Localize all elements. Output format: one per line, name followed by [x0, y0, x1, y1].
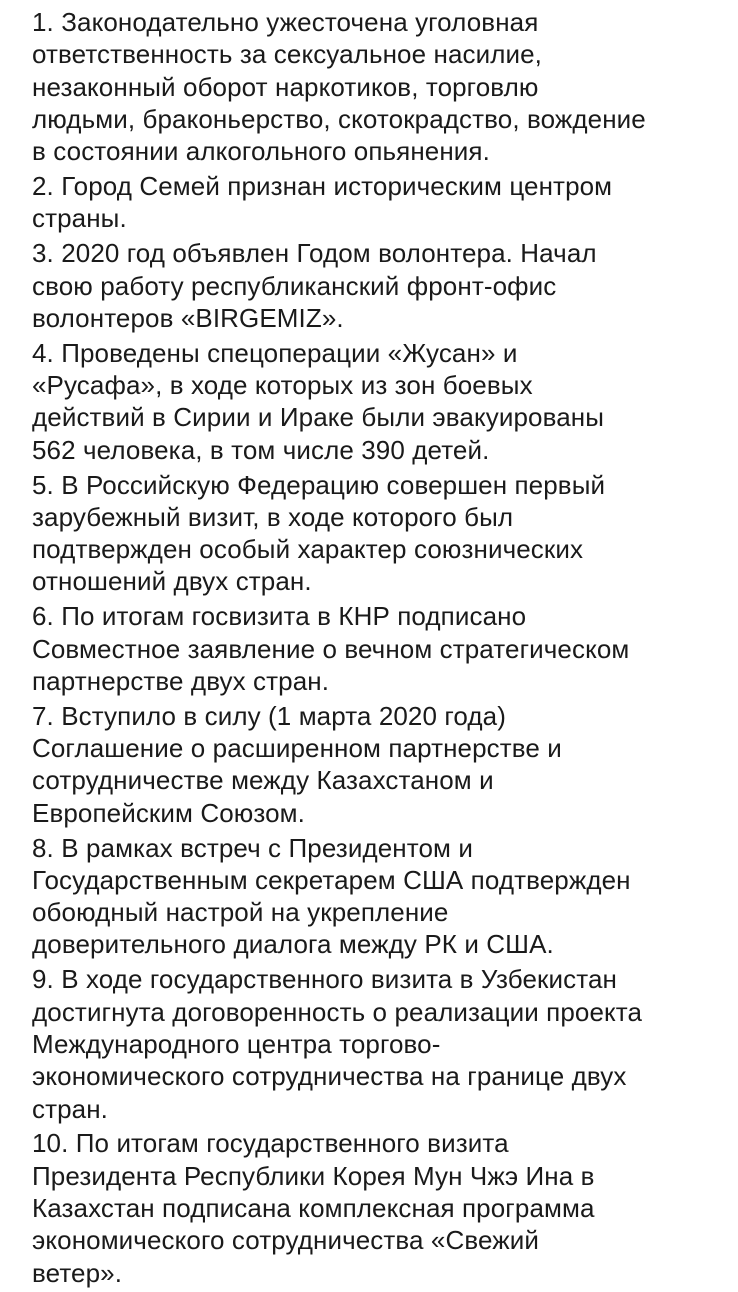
list-item-5 — [32, 469, 722, 598]
item-1-line-5: в состоянии алкогольного опьянения. — [32, 136, 490, 167]
item-9-line-2: достигнута договоренность о реализации проекта — [32, 996, 643, 1027]
list-item-2 — [32, 170, 722, 235]
list-item-10 — [32, 1127, 722, 1288]
item-10-line-1: 10. По итогам государственного визита — [32, 1128, 509, 1159]
document-text — [32, 6, 722, 1292]
list-item-1 — [32, 6, 722, 167]
item-7-line-1: 7. Вступило в силу (1 марта 2020 года) — [32, 700, 506, 731]
item-8-line-4: доверительного диалога между РК и США. — [32, 929, 554, 960]
list-item-8 — [32, 832, 722, 961]
item-7-line-4: Европейским Союзом. — [32, 797, 305, 828]
item-10-line-5: ветер». — [32, 1257, 123, 1288]
item-8-line-2: Государственным секретарем США подтвержден — [32, 864, 631, 895]
item-9-line-5: стран. — [32, 1093, 109, 1124]
item-8-line-1: 8. В рамках встреч с Президентом и — [32, 832, 473, 863]
item-2-line-1: 2. Город Семей признан историческим центром — [32, 171, 613, 202]
item-3-line-1: 3. 2020 год объявлен Годом волонтера. Начал — [32, 238, 597, 269]
list-item-9 — [32, 963, 722, 1124]
item-1-line-3: незаконный оборот наркотиков, торговлю — [32, 71, 539, 102]
item-9-line-1: 9. В ходе государственного визита в Узбекистан — [32, 964, 617, 995]
item-5-line-4: отношений двух стран. — [32, 566, 312, 597]
item-4-line-3: действий в Сирии и Ираке были эвакуированы — [32, 402, 604, 433]
list-item-4 — [32, 337, 722, 466]
item-8-line-3: обоюдный настрой на укрепление — [32, 897, 449, 928]
item-6-line-3: партнерстве двух стран. — [32, 665, 330, 696]
item-9-line-3: Международного центра торгово- — [32, 1028, 441, 1059]
item-5-line-2: зарубежный визит, в ходе которого был — [32, 501, 514, 532]
item-4-line-4: 562 человека, в том числе 390 детей. — [32, 434, 490, 465]
item-6-line-1: 6. По итогам госвизита в КНР подписано — [32, 601, 527, 632]
item-4-line-2: «Русафа», в ходе которых из зон боевых — [32, 370, 533, 401]
item-1-line-2: ответственность за сексуальное насилие, — [32, 39, 543, 70]
item-1-line-4: людьми, браконьерство, скотокрадство, вождение — [32, 103, 646, 134]
item-6-line-2: Совместное заявление о вечном стратегическом — [32, 633, 630, 664]
item-2-line-2: страны. — [32, 203, 127, 234]
item-3-line-3: волонтеров «BIRGEMIZ». — [32, 302, 344, 333]
list-item-3 — [32, 237, 722, 334]
item-7-line-3: сотрудничестве между Казахстаном и — [32, 765, 494, 796]
item-3-line-2: свою работу республиканский фронт-офис — [32, 270, 557, 301]
item-10-line-4: экономического сотрудничества «Свежий — [32, 1225, 539, 1256]
item-10-line-3: Казахстан подписана комплексная программа — [32, 1193, 595, 1224]
item-7-line-2: Соглашение о расширенном партнерстве и — [32, 733, 562, 764]
item-5-line-1: 5. В Российскую Федерацию совершен первый — [32, 469, 606, 500]
item-4-line-1: 4. Проведены спецоперации «Жусан» и — [32, 337, 518, 368]
item-5-line-3: подтвержден особый характер союзнических — [32, 534, 584, 565]
list-item-6 — [32, 600, 722, 697]
list-item-7 — [32, 700, 722, 829]
item-9-line-4: экономического сотрудничества на границе двух — [32, 1061, 627, 1092]
item-1-line-1: 1. Законодательно ужесточена уголовная — [32, 7, 539, 37]
item-10-line-2: Президента Республики Корея Мун Чжэ Ина в — [32, 1160, 595, 1191]
